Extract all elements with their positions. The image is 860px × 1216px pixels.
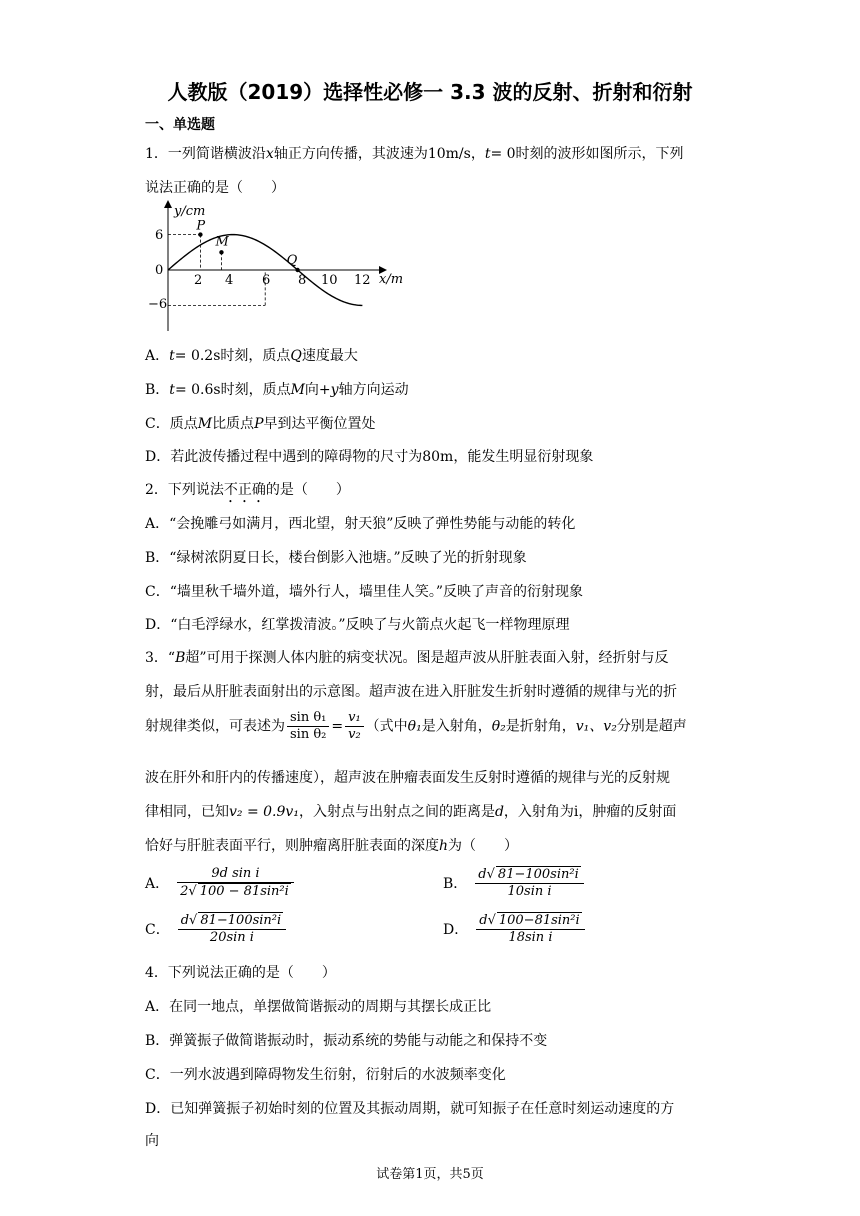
q3-option-d[interactable] xyxy=(443,912,587,946)
q3-var-b: B xyxy=(175,650,186,666)
q3-var-d: d xyxy=(494,804,504,820)
x-tick-4: 4 xyxy=(225,273,234,288)
q3-option-b-den: 10sin i xyxy=(507,884,552,899)
y-tick-0: 0 xyxy=(155,263,164,278)
q2-stem xyxy=(145,479,350,506)
q2-stem-emphasis: 不正确 xyxy=(223,482,266,498)
q3-option-b-num-coef: d xyxy=(478,867,487,882)
q1-option-b-text3: 轴方向运动 xyxy=(338,382,409,398)
q3-option-c-label: C． xyxy=(145,922,170,938)
q1-option-c-text: C．质点 xyxy=(145,416,198,432)
q3-option-a-label: A． xyxy=(145,876,170,892)
q3-option-d-den: 18sin i xyxy=(508,930,553,945)
q3-line-5 xyxy=(145,801,676,821)
q3-line-5-a: 律相同，已知 xyxy=(145,804,229,820)
q1-option-a-t: t xyxy=(169,348,175,364)
q1-wave-chart xyxy=(145,198,410,338)
q3-option-a-fraction xyxy=(177,866,294,900)
q1-var-t: t xyxy=(484,146,491,162)
q3-line-3 xyxy=(145,710,687,743)
q2-option-d[interactable]: D．“白毛浮绿水，红掌拨清波。”反映了与火箭点火起飞一样物理原理 xyxy=(145,617,570,633)
x-tick-8: 8 xyxy=(298,273,307,288)
q2-stem-text: 2．下列说法 xyxy=(145,482,224,498)
q1-option-b-t: t xyxy=(169,382,175,398)
q1-option-c-m: M xyxy=(197,416,213,432)
q3-formula2-num: v₁ xyxy=(345,710,364,727)
q1-option-b-m: M xyxy=(290,382,305,398)
q3-line-1-c: 超”可用于探测人体内脏的病变状况。图是超声波从肝脏表面入射，经折射与反 xyxy=(185,650,669,666)
q3-line-3-c: 是入射角， xyxy=(421,718,492,735)
q3-option-d-label: D． xyxy=(443,922,469,938)
q3-formula-fraction-1 xyxy=(287,710,329,743)
q4-option-d-cont: 向 xyxy=(145,1133,159,1149)
q1-stem xyxy=(145,143,684,163)
q1-option-c-text3: 早到达平衡位置处 xyxy=(263,416,376,432)
q1-option-a-q: Q xyxy=(290,348,302,364)
q3-line-3-a: 射规律类似，可表述为 xyxy=(145,718,285,735)
q3-formula-den: sin θ₂ xyxy=(290,727,327,742)
y-tick-6: 6 xyxy=(155,228,164,243)
q1-stem-line2: 说法正确的是（ ） xyxy=(145,180,285,196)
q1-option-a-text: = 0.2s时刻，质点 xyxy=(174,348,291,364)
q3-option-d-fraction xyxy=(476,912,584,946)
q3-option-a-num: 9d sin i xyxy=(177,866,294,883)
q3-line-5-b: ，入射点与出射点之间的距离是 xyxy=(298,804,495,820)
q3-line-6-a: 恰好与肝脏表面平行，则肿瘤离肝脏表面的深度 xyxy=(145,838,439,854)
q4-option-c[interactable]: C．一列水波遇到障碍物发生衍射，衍射后的水波频率变化 xyxy=(145,1067,506,1083)
q3-line-6 xyxy=(145,835,518,855)
q3-line-6-b: 为（ ） xyxy=(448,838,519,854)
q3-line-4: 波在肝外和肝内的传播速度），超声波在肿瘤表面发生反射时遵循的规律与光的反射规 xyxy=(145,770,670,786)
q1-option-a[interactable] xyxy=(145,345,358,365)
q1-option-d[interactable]: D．若此波传播过程中遇到的障碍物的尺寸为80m，能发生明显衍射现象 xyxy=(145,449,594,465)
x-tick-10: 10 xyxy=(321,273,338,288)
point-label-p: P xyxy=(196,218,206,234)
q3-v2-eq: v₂ = 0.9v₁ xyxy=(229,804,299,820)
q1-option-c-text2: 比质点 xyxy=(212,416,255,432)
q3-formula-fraction-2 xyxy=(345,710,364,743)
section-heading: 一、单选题 xyxy=(145,117,215,133)
q3-option-c[interactable] xyxy=(145,912,288,946)
x-tick-6: 6 xyxy=(262,273,271,288)
q1-option-b-text: = 0.6s时刻，质点 xyxy=(174,382,291,398)
q4-stem: 4．下列说法正确的是（ ） xyxy=(145,965,336,981)
q3-option-b[interactable] xyxy=(443,866,586,900)
q1-option-b[interactable] xyxy=(145,379,409,399)
q3-option-c-fraction xyxy=(178,912,286,946)
q1-option-b-y: y xyxy=(330,382,339,398)
q3-line-3-b: （式中 xyxy=(365,718,408,735)
q3-option-d-num-coef: d xyxy=(479,913,488,928)
q2-option-b[interactable]: B．“绿树浓阴夏日长，楼台倒影入池塘。”反映了光的折射现象 xyxy=(145,550,527,566)
page-footer: 试卷第1页，共5页 xyxy=(376,1167,484,1182)
y-tick-neg6: −6 xyxy=(148,297,168,312)
q4-option-a[interactable]: A．在同一地点，单摆做简谐振动的周期与其摆长成正比 xyxy=(145,999,492,1015)
q3-option-c-num-coef: d xyxy=(180,913,190,928)
q1-stem-text-b: 轴正方向传播，其波速为10m/s， xyxy=(273,146,485,162)
point-q xyxy=(295,268,299,272)
point-label-q: Q xyxy=(286,253,298,268)
q1-option-b-label: B． xyxy=(145,382,170,398)
q3-line-1 xyxy=(145,647,669,667)
q3-line-3-d: 是折射角， xyxy=(505,718,576,735)
q3-line-1-a: 3．“ xyxy=(145,650,176,666)
y-axis-label: y/cm xyxy=(174,204,206,219)
q3-option-c-num: d√ 81−100sin²i xyxy=(178,912,286,930)
q3-option-b-num-radicand: 81−100sin²i xyxy=(497,867,579,882)
q3-formula-num: sin θ₁ xyxy=(287,710,329,727)
q3-var-h: h xyxy=(439,838,449,854)
q3-option-b-num: d√ 81−100sin²i xyxy=(475,866,583,884)
q3-theta2: θ₂ xyxy=(491,718,506,735)
q1-option-c[interactable] xyxy=(145,413,375,433)
q3-option-d-num: d√ 100−81sin²i xyxy=(476,912,584,930)
q3-option-a-den-coef: 2 xyxy=(180,884,189,899)
q3-option-c-den: 20sin i xyxy=(209,930,254,945)
q2-option-a[interactable]: A．“会挽雕弓如满月，西北望，射天狼”反映了弹性势能与动能的转化 xyxy=(145,516,576,532)
x-tick-12: 12 xyxy=(354,273,371,288)
q3-option-a[interactable] xyxy=(145,866,296,900)
q3-theta1: θ₁ xyxy=(407,718,422,735)
q1-option-a-text2: 速度最大 xyxy=(301,348,358,364)
q3-option-b-fraction xyxy=(475,866,583,900)
page-title: 人教版（2019）选择性必修一 3.3 波的反射、折射和衍射 xyxy=(167,80,693,104)
q1-option-c-p: P xyxy=(254,416,264,432)
q1-stem-text-a: 1．一列简谐横波沿 xyxy=(145,146,266,162)
q3-option-a-den: 2√ 100 − 81sin²i xyxy=(180,884,289,899)
q3-line-5-c: ，入射角为i，肿瘤的反射面 xyxy=(503,804,677,820)
q1-option-a-label: A． xyxy=(145,348,170,364)
q3-formula2-den: v₂ xyxy=(348,727,361,742)
q3-option-a-den-radicand: 100 − 81sin²i xyxy=(199,884,289,899)
q3-line-2: 射，最后从肝脏表面射出的示意图。超声波在进入肝脏发生折射时遵循的规律与光的折 xyxy=(145,684,677,700)
q3-option-d-num-radicand: 100−81sin²i xyxy=(498,913,580,928)
x-tick-2: 2 xyxy=(194,273,203,288)
q2-option-c[interactable]: C．“墙里秋千墙外道，墙外行人，墙里佳人笑。”反映了声音的衍射现象 xyxy=(145,584,584,600)
q3-option-b-label: B． xyxy=(443,876,468,892)
q4-option-d[interactable]: D．已知弹簧振子初始时刻的位置及其振动周期，就可知振子在任意时刻运动速度的方 xyxy=(145,1101,675,1117)
q4-option-b[interactable]: B．弹簧振子做简谐振动时，振动系统的势能与动能之和保持不变 xyxy=(145,1033,548,1049)
q2-stem-text2: 的是（ ） xyxy=(265,482,350,498)
q1-stem-text-c: = 0时刻的波形如图所示，下列 xyxy=(490,146,684,162)
q3-line-3-e: 分别是超声 xyxy=(616,718,687,735)
q3-v1-v2: v₁、v₂ xyxy=(575,718,617,735)
x-axis-label: x/m xyxy=(379,272,404,287)
q3-formula-eq: = xyxy=(331,718,344,735)
q1-var-x: x xyxy=(265,146,274,162)
point-label-m: M xyxy=(215,234,229,250)
q3-option-c-num-radicand: 81−100sin²i xyxy=(200,913,282,928)
q1-option-b-text2: 向+ xyxy=(304,382,331,398)
